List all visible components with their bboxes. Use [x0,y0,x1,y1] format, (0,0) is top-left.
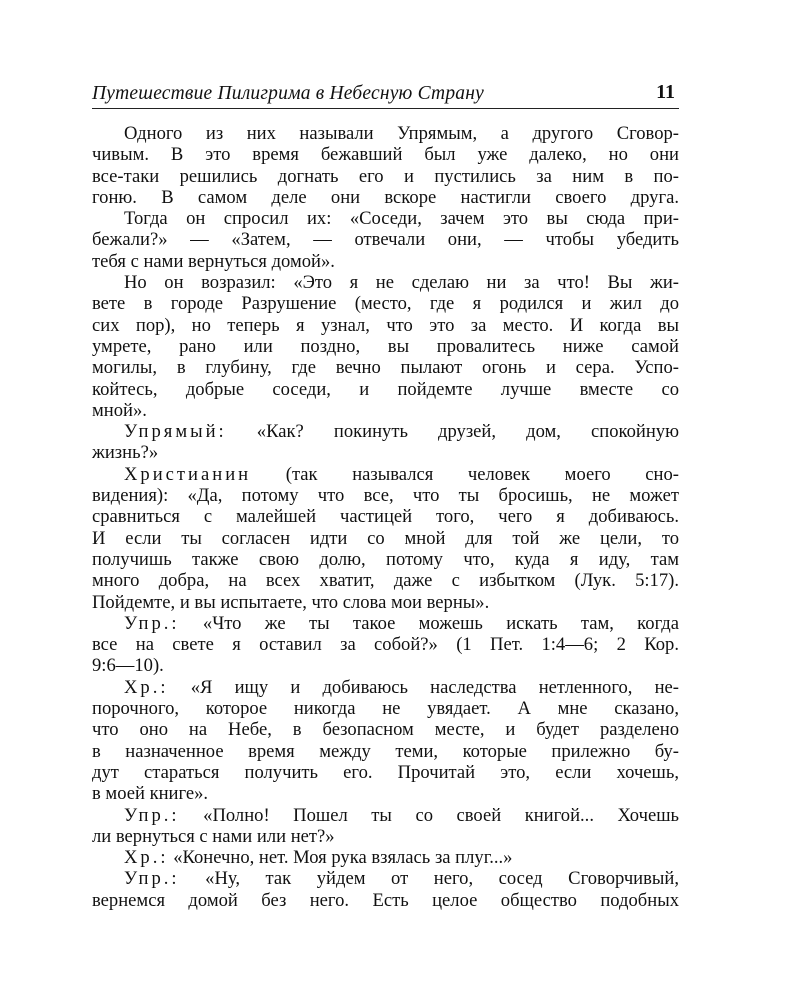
dialogue-line [92,613,679,634]
dialogue-line [92,847,679,868]
text-line: все-таки решились догнать его и пустились за ним в по- [92,165,679,187]
text-line: Тогда он спросил их: «Соседи, зачем это вы сюда при- [124,208,679,230]
text-line: дут стараться получить его. Прочитай это, если хочешь, [92,761,679,783]
speaker-name: Упр.: [124,612,180,634]
text-line: вете в городе Разрушение (место, где я родился и жил до [92,293,679,315]
text-line: порочного, которое никогда не увядает. А мне сказано, [92,698,679,720]
text-line: койтесь, добрые соседи, и пойдемте лучше вместе со [92,378,679,400]
dialogue-text: «Я ищу и добиваюсь наследства нетленного, не- [190,676,679,698]
text-line: мной». [92,399,147,421]
dialogue-line [92,805,679,826]
text-line: сравниться с малейшей частицей того, чего я добиваюсь. [92,506,679,528]
dialogue-text: «Как? покинуть друзей, дом, спокойную [256,421,679,443]
text-line: умрете, рано или поздно, вы провалитесь ниже самой [92,335,679,357]
text-line: в назначенное время между теми, которые прилежно бу- [92,740,679,762]
text-line: все на свете я оставил за собой?» (1 Пет. 1:4—6; 2 Кор. [92,634,679,656]
text-line: Но он возразил: «Это я не сделаю ни за что! Вы жи- [124,272,679,294]
text-line: чивым. В это время бежавший был уже далеко, но они [92,144,679,166]
dialogue-text: «Полно! Пошел ты со своей книгой... Хочешь [203,804,679,826]
text-line: в моей книге». [92,783,209,805]
text-line: сих пор), но теперь я узнал, что это за место. И когда вы [92,314,679,336]
dialogue-text: «Конечно, нет. Моя рука взялась за плуг...» [173,847,513,869]
text-line: Пойдемте, и вы испытаете, что слова мои верны». [92,591,490,613]
book-page [92,80,679,911]
running-header [92,80,679,109]
text-line: жизнь?» [92,442,159,464]
speaker-name: Упр.: [124,868,180,890]
speaker-name: Упрямый: [124,421,227,443]
dialogue-text: (так назывался человек моего сно- [285,463,679,485]
text-line: что оно на Небе, в безопасном месте, и будет разделено [92,719,679,741]
dialogue-text: «Что же ты такое можешь искать там, когда [202,612,679,634]
text-line: много добра, на всех хватит, даже с избытком (Лук. 5:17). [92,570,679,592]
dialogue-line [92,421,679,442]
speaker-name: Хр.: [124,847,169,869]
text-line: получишь также свою долю, потому что, куда я иду, там [92,548,679,570]
text-line: тебя с нами вернуться домой». [92,250,335,272]
text-line: гоню. В самом деле они вскоре настигли своего друга. [92,186,679,208]
page-number: 11 [656,81,675,103]
text-line: ли вернуться с нами или нет?» [92,825,335,847]
dialogue-line [92,868,679,889]
text-line: И если ты согласен идти со мной для той же цели, то [92,527,679,549]
running-title: Путешествие Пилигрима в Небесную Страну [92,83,484,104]
text-line: 9:6—10). [92,655,164,677]
text-line: Одного из них называли Упрямым, а другого Сговор- [124,123,679,144]
dialogue-line [92,677,679,698]
speaker-name: Христианин [124,463,252,485]
text-line: могилы, в глубину, где вечно пылают огонь и сера. Успо- [92,357,679,379]
body-text [92,123,679,911]
speaker-name: Упр.: [124,804,180,826]
text-line: видения): «Да, потому что все, что ты бросишь, не может [92,485,679,507]
text-line: бежали?» — «Затем, — отвечали они, — чтобы убедить [92,229,679,251]
dialogue-line [92,464,679,485]
dialogue-text: «Ну, так уйдем от него, сосед Сговорчивый, [205,868,679,890]
speaker-name: Хр.: [124,676,169,698]
text-line: вернемся домой без него. Есть целое общество подобных [92,889,679,911]
